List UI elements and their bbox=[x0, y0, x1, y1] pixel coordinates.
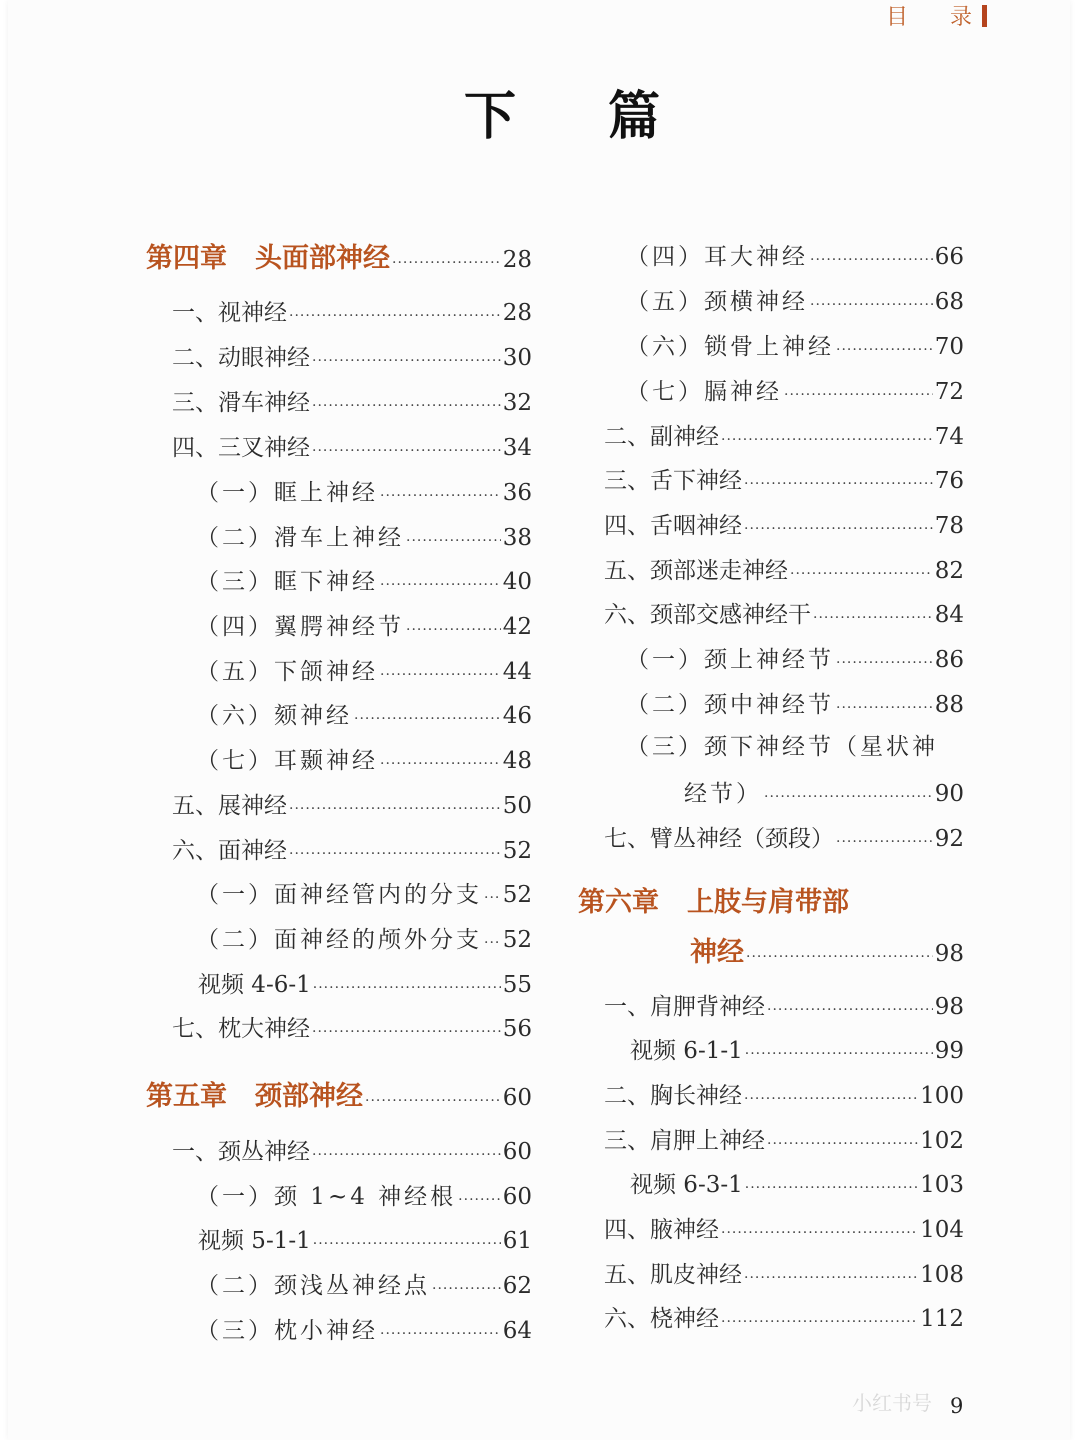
toc-entry-label[interactable]: （三）颈下神经节（星状神 bbox=[626, 734, 938, 760]
dot-leader bbox=[365, 1093, 501, 1109]
toc-entry-label: （四）翼腭神经节 bbox=[196, 614, 404, 640]
dot-leader bbox=[312, 398, 501, 414]
toc-entry-label: （三）枕小神经 bbox=[196, 1318, 378, 1344]
toc-entry-label: 经节） bbox=[684, 781, 762, 807]
dot-leader bbox=[458, 1192, 501, 1208]
toc-page-number: 103 bbox=[920, 1172, 964, 1198]
dot-leader bbox=[784, 387, 933, 403]
toc-entry[interactable] bbox=[684, 775, 964, 808]
toc-page-number: 104 bbox=[920, 1217, 964, 1243]
dot-leader bbox=[721, 432, 933, 448]
dot-leader bbox=[484, 890, 501, 906]
toc-page-number: 52 bbox=[502, 838, 532, 864]
toc-video-entry[interactable] bbox=[198, 1222, 532, 1255]
toc-page-number: 55 bbox=[502, 972, 532, 998]
toc-entry[interactable] bbox=[626, 686, 964, 719]
toc-entry-label: （六）锁骨上神经 bbox=[626, 334, 834, 360]
dot-leader bbox=[380, 577, 501, 593]
toc-entry[interactable] bbox=[196, 876, 532, 909]
chapter-heading[interactable] bbox=[578, 880, 849, 919]
toc-page-number: 36 bbox=[502, 480, 532, 506]
dot-leader bbox=[744, 476, 933, 492]
dot-leader bbox=[312, 1147, 501, 1163]
dot-leader bbox=[406, 622, 501, 638]
chapter-title-continued: 神经 bbox=[690, 937, 744, 968]
toc-entry-label: （二）颈中神经节 bbox=[626, 692, 834, 718]
toc-page-number: 82 bbox=[934, 558, 964, 584]
toc-entry[interactable] bbox=[172, 832, 532, 865]
toc-entry-label: 六、面神经 bbox=[172, 838, 287, 864]
toc-entry-label: 四、腋神经 bbox=[604, 1217, 719, 1243]
part-title-char-1: 下 bbox=[464, 87, 517, 147]
toc-entry-label: （七）膈神经 bbox=[626, 379, 782, 405]
toc-entry[interactable] bbox=[604, 820, 964, 853]
dot-leader bbox=[836, 342, 933, 358]
dot-leader bbox=[836, 655, 933, 671]
toc-entry-label: 七、枕大神经 bbox=[172, 1016, 310, 1042]
toc-entry-label: （一）颈 1~4 神经根 bbox=[196, 1184, 457, 1210]
toc-entry-label: 二、胸长神经 bbox=[604, 1083, 742, 1109]
toc-page-number: 72 bbox=[934, 379, 964, 405]
toc-entry[interactable] bbox=[172, 1010, 532, 1043]
toc-page-number: 40 bbox=[502, 569, 532, 595]
toc-entry-label: （五）颈横神经 bbox=[626, 289, 808, 315]
toc-entry-label: 一、肩胛背神经 bbox=[604, 994, 765, 1020]
toc-page-number: 74 bbox=[934, 424, 964, 450]
toc-page-number: 62 bbox=[502, 1273, 532, 1299]
toc-page-number: 60 bbox=[502, 1184, 532, 1210]
toc-entry[interactable] bbox=[196, 653, 532, 686]
toc-page-number: 60 bbox=[502, 1085, 532, 1111]
toc-page-number: 48 bbox=[502, 748, 532, 774]
dot-leader bbox=[767, 1136, 918, 1152]
toc-entry-label: （六）颏神经 bbox=[196, 703, 352, 729]
toc-entry-label: （一）面神经管内的分支 bbox=[196, 882, 482, 908]
toc-entry-label: （一）颈上神经节 bbox=[626, 647, 834, 673]
toc-entry-label: （二）滑车上神经 bbox=[196, 525, 404, 551]
toc-page-number: 84 bbox=[934, 602, 964, 628]
toc-video-entry[interactable] bbox=[630, 1166, 964, 1199]
dot-leader bbox=[289, 846, 501, 862]
dot-leader bbox=[313, 1236, 501, 1252]
toc-entry-label: 三、滑车神经 bbox=[172, 390, 310, 416]
toc-entry-label: 二、副神经 bbox=[604, 424, 719, 450]
dot-leader bbox=[392, 255, 501, 271]
dot-leader bbox=[484, 935, 501, 951]
toc-entry-label: 五、肌皮神经 bbox=[604, 1262, 742, 1288]
dot-leader bbox=[836, 700, 933, 716]
toc-entry[interactable] bbox=[196, 1267, 532, 1300]
dot-leader bbox=[813, 610, 933, 626]
dot-leader bbox=[764, 789, 933, 805]
dot-leader bbox=[744, 521, 933, 537]
dot-leader bbox=[380, 1326, 501, 1342]
toc-page-number: 42 bbox=[502, 614, 532, 640]
toc-page-number: 61 bbox=[502, 1228, 532, 1254]
toc-page-number: 70 bbox=[934, 334, 964, 360]
toc-entry[interactable] bbox=[196, 1312, 532, 1345]
toc-entry-label: 视频 5-1-1 bbox=[198, 1228, 311, 1254]
toc-page-number: 34 bbox=[502, 435, 532, 461]
toc-entry-label: 视频 6-1-1 bbox=[630, 1038, 743, 1064]
toc-entry[interactable] bbox=[604, 1122, 964, 1155]
toc-entry-label: 六、桡神经 bbox=[604, 1306, 719, 1332]
toc-entry-label: 视频 4-6-1 bbox=[198, 972, 311, 998]
toc-page-number: 78 bbox=[934, 513, 964, 539]
toc-entry-label: （二）颈浅丛神经点 bbox=[196, 1273, 430, 1299]
chapter-title: 头面部神经 bbox=[255, 243, 390, 274]
dot-leader bbox=[746, 949, 933, 965]
toc-page-number: 66 bbox=[934, 244, 964, 270]
toc-entry[interactable] bbox=[604, 988, 964, 1021]
dot-leader bbox=[380, 667, 501, 683]
toc-chapter-entry[interactable] bbox=[146, 1074, 532, 1113]
dot-leader bbox=[312, 443, 501, 459]
toc-page-number: 56 bbox=[502, 1016, 532, 1042]
dot-leader bbox=[380, 488, 501, 504]
toc-entry-label: 一、颈丛神经 bbox=[172, 1139, 310, 1165]
toc-entry[interactable] bbox=[196, 1178, 532, 1211]
toc-entry-label: （四）耳大神经 bbox=[626, 244, 808, 270]
chapter-title: 颈部神经 bbox=[255, 1081, 363, 1112]
toc-entry[interactable] bbox=[196, 474, 532, 507]
dot-leader bbox=[810, 252, 933, 268]
toc-page-number: 92 bbox=[934, 826, 964, 852]
toc-entry-label: 一、视神经 bbox=[172, 300, 287, 326]
chapter-number: 第四章 bbox=[146, 243, 227, 274]
toc-page-number: 108 bbox=[920, 1262, 964, 1288]
toc-entry[interactable] bbox=[172, 429, 532, 462]
part-title-char-2: 篇 bbox=[608, 87, 661, 147]
contents-header bbox=[886, 0, 987, 31]
toc-entry[interactable] bbox=[626, 328, 964, 361]
toc-entry-label: 五、展神经 bbox=[172, 793, 287, 819]
toc-entry-label: 二、动眼神经 bbox=[172, 345, 310, 371]
toc-entry[interactable] bbox=[626, 238, 964, 271]
header-bar bbox=[982, 5, 987, 27]
toc-chapter-entry[interactable] bbox=[146, 236, 532, 275]
toc-entry[interactable] bbox=[626, 283, 964, 316]
toc-page-number: 44 bbox=[502, 659, 532, 685]
chapter-heading bbox=[146, 236, 390, 275]
toc-entry[interactable] bbox=[604, 596, 964, 629]
dot-leader bbox=[721, 1225, 918, 1241]
chapter-title: 上肢与肩带部 bbox=[687, 887, 849, 918]
toc-page-number: 52 bbox=[502, 927, 532, 953]
toc-entry[interactable] bbox=[604, 462, 964, 495]
toc-page-number: 60 bbox=[502, 1139, 532, 1165]
toc-entry-label: 五、颈部迷走神经 bbox=[604, 558, 788, 584]
toc-page-number: 50 bbox=[502, 793, 532, 819]
toc-entry-label: 四、舌咽神经 bbox=[604, 513, 742, 539]
toc-page-number: 76 bbox=[934, 468, 964, 494]
toc-page-number: 52 bbox=[502, 882, 532, 908]
toc-entry[interactable] bbox=[604, 418, 964, 451]
dot-leader bbox=[790, 566, 933, 582]
toc-page-number: 98 bbox=[934, 941, 964, 967]
dot-leader bbox=[313, 980, 501, 996]
dot-leader bbox=[721, 1314, 918, 1330]
toc-page-number: 68 bbox=[934, 289, 964, 315]
toc-entry-label: 视频 6-3-1 bbox=[630, 1172, 743, 1198]
toc-entry-label: （一）眶上神经 bbox=[196, 480, 378, 506]
toc-entry[interactable] bbox=[172, 1133, 532, 1166]
toc-entry[interactable] bbox=[172, 294, 532, 327]
dot-leader bbox=[354, 711, 501, 727]
part-title bbox=[464, 74, 660, 149]
toc-entry[interactable] bbox=[604, 1077, 964, 1110]
dot-leader bbox=[836, 834, 933, 850]
toc-entry[interactable] bbox=[172, 384, 532, 417]
toc-entry-label: （二）面神经的颅外分支 bbox=[196, 927, 482, 953]
toc-page-number: 98 bbox=[934, 994, 964, 1020]
dot-leader bbox=[312, 1024, 501, 1040]
toc-entry-label: （三）眶下神经 bbox=[196, 569, 378, 595]
toc-page-number: 28 bbox=[502, 300, 532, 326]
toc-entry[interactable] bbox=[604, 1211, 964, 1244]
toc-entry-label: 七、臂丛神经（颈段） bbox=[604, 826, 834, 852]
toc-entry-label: （七）耳颞神经 bbox=[196, 748, 378, 774]
toc-entry[interactable] bbox=[196, 519, 532, 552]
toc-entry-label: 三、肩胛上神经 bbox=[604, 1128, 765, 1154]
dot-leader bbox=[745, 1180, 918, 1196]
toc-page-number: 46 bbox=[502, 703, 532, 729]
toc-page-number: 64 bbox=[502, 1318, 532, 1344]
header-char-2: 录 bbox=[950, 5, 975, 30]
dot-leader bbox=[406, 533, 501, 549]
dot-leader bbox=[432, 1281, 501, 1297]
toc-page-number: 99 bbox=[934, 1038, 964, 1064]
page-number: 9 bbox=[950, 1394, 964, 1418]
toc-entry-label: 三、舌下神经 bbox=[604, 468, 742, 494]
toc-entry-label: 六、颈部交感神经干 bbox=[604, 602, 811, 628]
dot-leader bbox=[744, 1270, 918, 1286]
toc-entry[interactable] bbox=[196, 742, 532, 775]
toc-entry[interactable] bbox=[604, 507, 964, 540]
toc-page-number: 32 bbox=[502, 390, 532, 416]
toc-page-number: 88 bbox=[934, 692, 964, 718]
toc-page-number: 100 bbox=[920, 1083, 964, 1109]
toc-entry[interactable] bbox=[604, 1300, 964, 1333]
toc-entry[interactable] bbox=[626, 373, 964, 406]
toc-entry[interactable] bbox=[196, 697, 532, 730]
toc-page-number: 112 bbox=[920, 1306, 964, 1332]
toc-entry-label: 四、三叉神经 bbox=[172, 435, 310, 461]
header-char-1: 目 bbox=[886, 5, 911, 30]
toc-entry[interactable] bbox=[604, 1256, 964, 1289]
dot-leader bbox=[744, 1091, 918, 1107]
toc-video-entry[interactable] bbox=[630, 1032, 964, 1065]
dot-leader bbox=[312, 353, 501, 369]
toc-page-number: 28 bbox=[502, 247, 532, 273]
toc-page-number: 102 bbox=[920, 1128, 964, 1154]
toc-entry[interactable] bbox=[196, 921, 532, 954]
toc-page-number: 86 bbox=[934, 647, 964, 673]
toc-entry[interactable] bbox=[196, 608, 532, 641]
dot-leader bbox=[745, 1046, 933, 1062]
toc-entry[interactable] bbox=[604, 552, 964, 585]
chapter-heading bbox=[146, 1074, 363, 1113]
toc-page-number: 38 bbox=[502, 525, 532, 551]
toc-page-number: 90 bbox=[934, 781, 964, 807]
toc-page-number: 30 bbox=[502, 345, 532, 371]
dot-leader bbox=[810, 297, 933, 313]
toc-entry[interactable] bbox=[172, 787, 532, 820]
toc-entry[interactable] bbox=[196, 563, 532, 596]
toc-entry[interactable] bbox=[172, 339, 532, 372]
dot-leader bbox=[289, 308, 501, 324]
toc-video-entry[interactable] bbox=[198, 966, 532, 999]
watermark: 小红书号 bbox=[852, 1391, 932, 1415]
dot-leader bbox=[767, 1002, 933, 1018]
chapter-number: 第五章 bbox=[146, 1081, 227, 1112]
chapter-number: 第六章 bbox=[578, 887, 659, 918]
dot-leader bbox=[380, 756, 501, 772]
toc-entry-label: （五）下颌神经 bbox=[196, 659, 378, 685]
toc-entry[interactable] bbox=[626, 641, 964, 674]
dot-leader bbox=[289, 801, 501, 817]
toc-chapter-entry[interactable] bbox=[690, 930, 964, 969]
